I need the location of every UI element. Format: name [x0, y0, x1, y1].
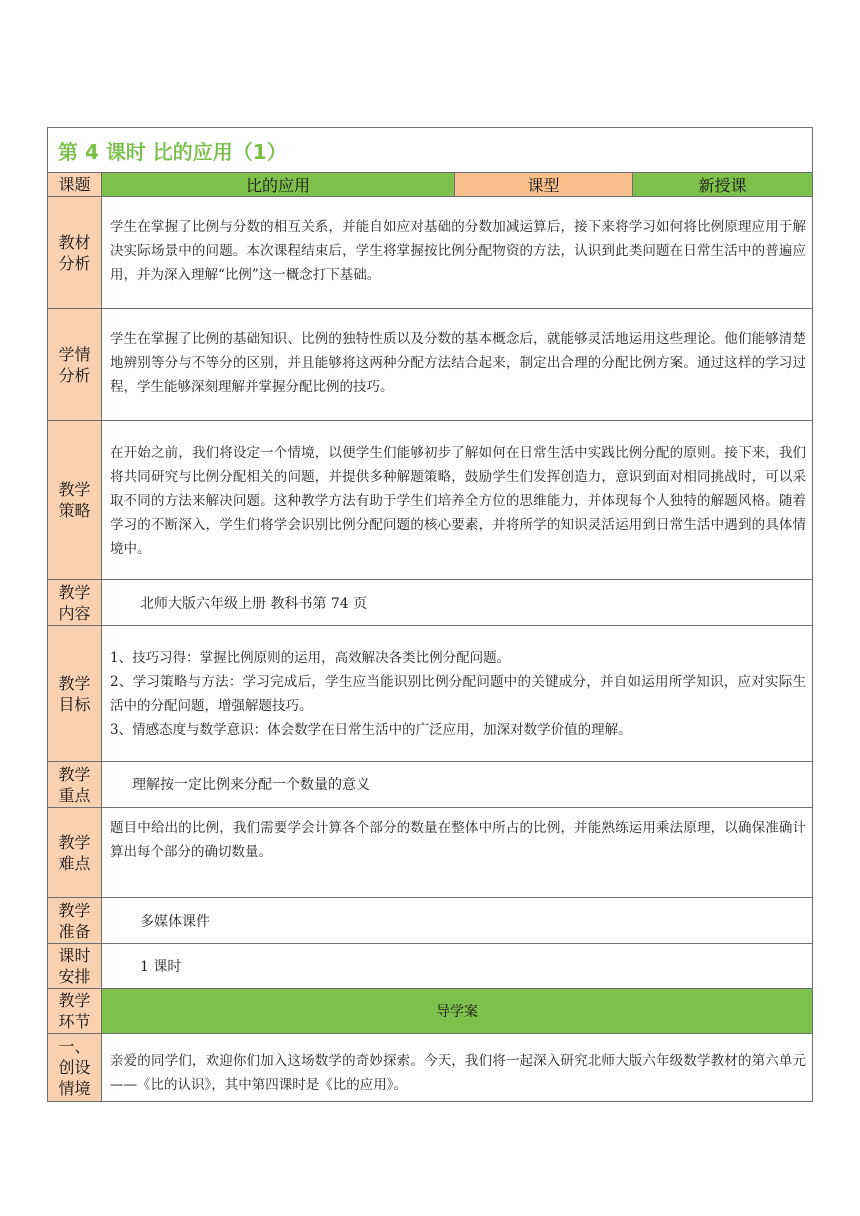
schedule-row: [48, 944, 813, 989]
stage-banner: 导学案: [102, 989, 813, 1034]
title-cell: [48, 128, 813, 173]
topic-value: 比的应用: [102, 173, 455, 197]
difficulty-label-text: 教学难点: [58, 832, 91, 873]
schedule-label-text: 课时安排: [58, 946, 91, 986]
content-row: [48, 580, 813, 626]
title-row: [48, 128, 813, 173]
difficulty-label: [48, 808, 102, 898]
schedule-text: 1 课时: [102, 944, 813, 989]
students-row: [48, 309, 813, 421]
goal-item-1: 1、技巧习得：掌握比例原则的运用，高效解决各类比例分配问题。: [110, 649, 511, 666]
schedule-label: [48, 944, 102, 989]
scenario-row: [48, 1034, 813, 1102]
goal-item-2: 2、学习策略与方法：学习完成后，学生应当能识别比例分配问题中的关键成分，并自如运用所学知识，应对实际生活中的分配问题，增强解题技巧。: [110, 673, 807, 714]
goals-list: [102, 626, 813, 762]
stage-row: [48, 989, 813, 1034]
focus-text: 理解按一定比例来分配一个数量的意义: [102, 762, 813, 808]
goal-item-3: 3、情感态度与数学意识：体会数学在日常生活中的广泛应用，加深对数学价值的理解。: [110, 721, 632, 738]
goals-row: [48, 626, 813, 762]
content-label: [48, 580, 102, 626]
students-text: 学生在掌握了比例的基础知识、比例的独特性质以及分数的基本概念后，就能够灵活地运用这些理论。他们能够清楚地辨别等分与不等分的区别，并且能够将这两种分配方法结合起来，制定出合理的分配比例方案。通过这样的学习过程，学生能够深刻理解并掌握分配比例的技巧。: [102, 309, 813, 421]
material-label-text: 教材分析: [58, 232, 91, 273]
scenario-label-text: 一、创设情境: [58, 1037, 91, 1098]
difficulty-row: [48, 808, 813, 898]
stage-label-text: 教学环节: [58, 991, 91, 1031]
type-value: 新授课: [633, 173, 813, 197]
type-label: 课型: [455, 173, 633, 197]
focus-label-text: 教学重点: [58, 764, 91, 805]
preparation-label-text: 教学准备: [58, 900, 91, 941]
topic-row: [48, 173, 813, 197]
difficulty-text: 题目中给出的比例，我们需要学会计算各个部分的数量在整体中所占的比例，并能熟练运用乘法原理，以确保准确计算出每个部分的确切数量。: [102, 808, 813, 898]
focus-label: [48, 762, 102, 808]
students-label: [48, 309, 102, 421]
scenario-label: [48, 1034, 102, 1102]
strategy-row: [48, 421, 813, 580]
content-label-text: 教学内容: [58, 582, 91, 623]
preparation-text: 多媒体课件: [102, 898, 813, 944]
students-label-text: 学情分析: [58, 344, 91, 385]
preparation-label: [48, 898, 102, 944]
goals-label-text: 教学目标: [58, 673, 91, 714]
focus-row: [48, 762, 813, 808]
content-text: 北师大版六年级上册 教科书第 74 页: [102, 580, 813, 626]
lesson-plan-table: [47, 127, 813, 1102]
stage-label: [48, 989, 102, 1034]
material-row: [48, 197, 813, 309]
material-text: 学生在掌握了比例与分数的相互关系，并能自如应对基础的分数加减运算后，接下来将学习如何将比例原理应用于解决实际场景中的问题。本次课程结束后，学生将掌握按比例分配物资的方法，认识到此类问题在日常生活中的普遍应用，并为深入理解“比例”这一概念打下基础。: [102, 197, 813, 309]
goals-label: [48, 626, 102, 762]
scenario-text: 亲爱的同学们，欢迎你们加入这场数学的奇妙探索。今天，我们将一起深入研究北师大版六年级数学教材的第六单元——《比的认识》，其中第四课时是《比的应用》。: [102, 1034, 813, 1102]
preparation-row: [48, 898, 813, 944]
strategy-label-text: 教学策略: [58, 480, 91, 520]
lesson-title: 第 4 课时 比的应用（1）: [58, 139, 287, 164]
strategy-text: 在开始之前，我们将设定一个情境，以便学生们能够初步了解如何在日常生活中实践比例分配的原则。接下来，我们将共同研究与比例分配相关的问题，并提供多种解题策略，鼓励学生们发挥创造力，意识到面对相同挑战时，可以采取不同的方法来解决问题。这种教学方法有助于学生们培养全方位的思维能力，并体现每个人独特的解题风格。随着学习的不断深入，学生们将学会识别比例分配问题的核心要素，并将所学的知识灵活运用到日常生活中遇到的具体情境中。: [102, 421, 813, 580]
topic-label: 课题: [48, 173, 102, 197]
material-label: [48, 197, 102, 309]
strategy-label: [48, 421, 102, 580]
